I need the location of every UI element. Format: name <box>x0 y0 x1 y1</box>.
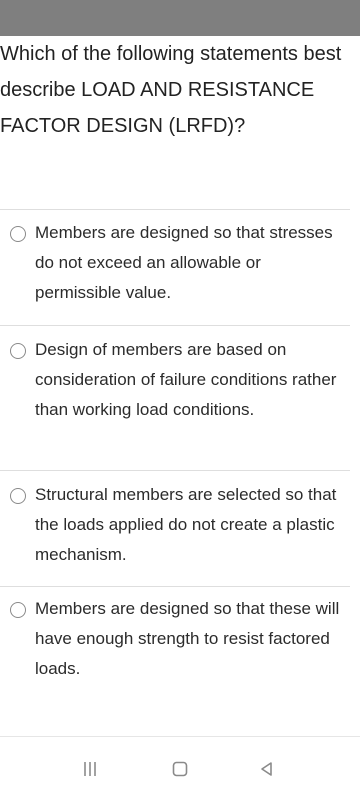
option-2[interactable] <box>0 335 350 465</box>
option-3[interactable] <box>0 480 350 580</box>
home-button[interactable] <box>150 737 210 801</box>
radio-button-icon[interactable] <box>10 226 26 242</box>
home-icon <box>172 761 188 777</box>
option-label: Structural members are selected so that the loads applied do not create a plastic mechanism. <box>35 485 337 564</box>
option-label: Design of members are based on consideration of failure conditions rather than working load conditions. <box>35 340 337 419</box>
option-4[interactable] <box>0 594 350 694</box>
radio-button-icon[interactable] <box>10 488 26 504</box>
divider <box>0 209 350 210</box>
question-text: Which of the following statements best describe LOAD AND RESISTANCE FACTOR DESIGN (LRFD)? <box>0 43 342 137</box>
recent-apps-icon <box>83 761 97 777</box>
navigation-bar <box>0 736 360 801</box>
back-icon <box>259 761 273 777</box>
radio-button-icon[interactable] <box>10 343 26 359</box>
divider <box>0 470 350 471</box>
back-button[interactable] <box>236 737 296 801</box>
option-1[interactable] <box>0 218 350 318</box>
option-label: Members are designed so that these will have enough strength to resist factored loads. <box>35 599 340 678</box>
recent-apps-button[interactable] <box>60 737 120 801</box>
status-bar <box>0 0 360 36</box>
divider <box>0 586 350 587</box>
option-label: Members are designed so that stresses do not exceed an allowable or permissible value. <box>35 223 333 302</box>
divider <box>0 325 350 326</box>
radio-button-icon[interactable] <box>10 602 26 618</box>
